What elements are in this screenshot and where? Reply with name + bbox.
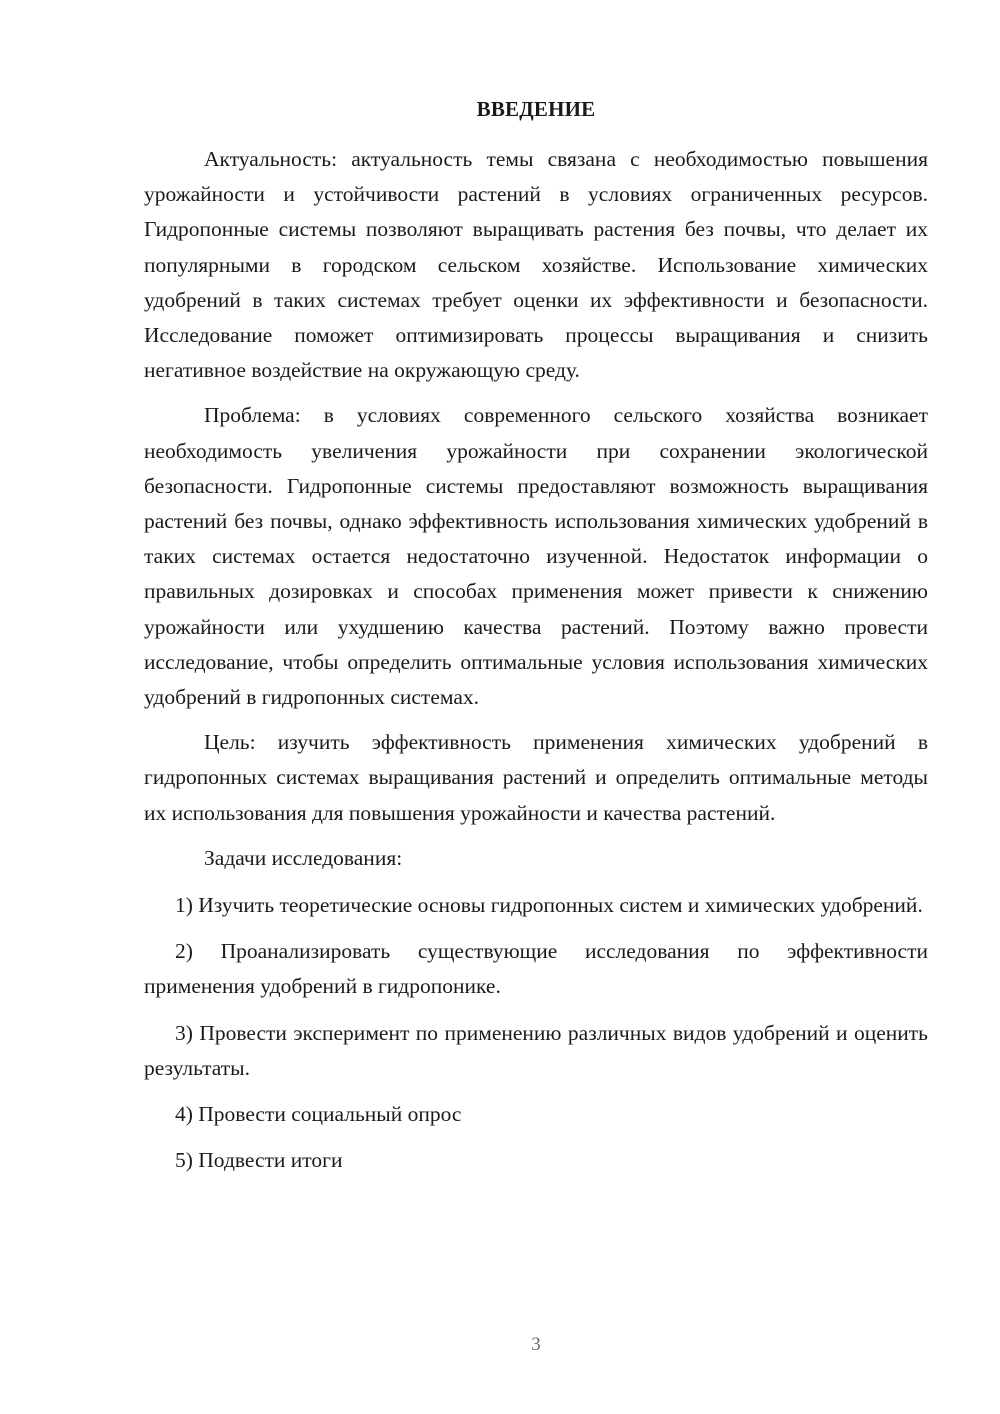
page-number: 3 (531, 1334, 541, 1355)
task-item-1: 1) Изучить теоретические основы гидропонных систем и химических удобрений. (175, 893, 923, 918)
paragraph-problem: Проблема: в условиях современного сельского хозяйства возникает необходимость увеличения урожайности при сохранении экологической безопасности. Гидропонные системы предоставляют возможность выращивания растений без почвы, однако эффективность использования химических удобрений в таких системах остается недостаточно изученной. Недостаток информации о правильных дозировках и способах применения может привести к снижению урожайности или ухудшению качества растений. Поэтому важно провести исследование, чтобы определить оптимальные условия использования химических удобрений в гидропонных системах. (144, 403, 928, 710)
paragraph-relevance: Актуальность: актуальность темы связана с необходимостью повышения урожайности и устойчивости растений в условиях ограниченных ресурсов. Гидропонные системы позволяют выращивать растения без почвы, что делает их популярными в городском сельском хозяйстве. Использование химических удобрений в таких системах требует оценки их эффективности и безопасности. Исследование поможет оптимизировать процессы выращивания и снизить негативное воздействие на окружающую среду. (144, 147, 928, 383)
task-item-2: 2) Проанализировать существующие исследования по эффективности применения удобрений в гидропонике. (144, 939, 928, 999)
task-item-3: 3) Провести эксперимент по применению различных видов удобрений и оценить результаты. (144, 1020, 928, 1080)
paragraph-goal: Цель: изучить эффективность применения химических удобрений в гидропонных системах выращивания растений и определить оптимальные методы их использования для повышения урожайности и качества растений. (144, 730, 928, 825)
document-body (144, 142, 928, 1178)
section-heading: ВВЕДЕНИЕ (476, 97, 596, 121)
tasks-label: Задачи исследования: (204, 845, 403, 870)
task-item-5: 5) Подвести итоги (175, 1148, 343, 1173)
task-item-4: 4) Провести социальный опрос (175, 1102, 462, 1127)
